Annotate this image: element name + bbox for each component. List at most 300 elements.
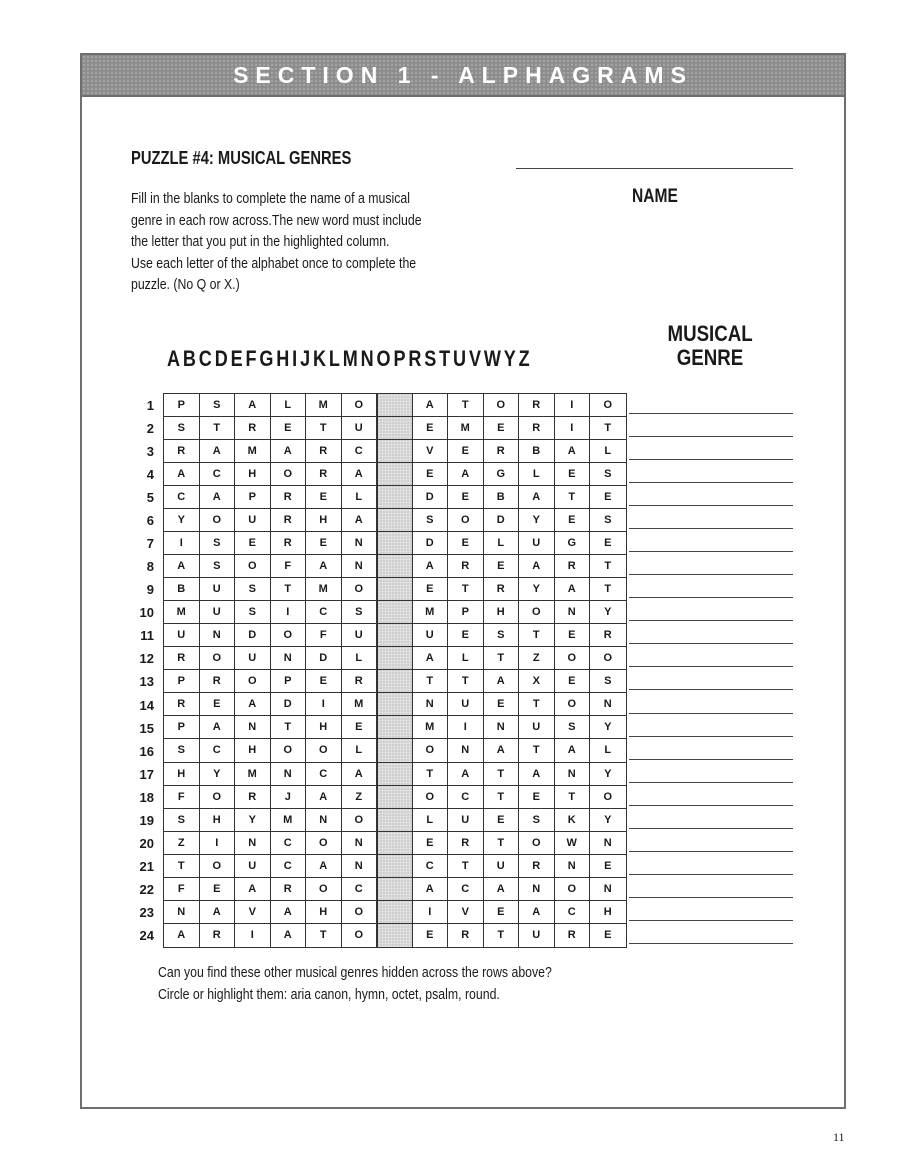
answer-line[interactable]	[629, 689, 793, 690]
grid-cell: Z	[519, 647, 555, 670]
grid-cell: I	[448, 716, 484, 739]
blank-cell[interactable]	[377, 417, 413, 440]
grid-cell: P	[164, 670, 200, 693]
row-number: 12	[139, 651, 154, 667]
grid-cell: R	[448, 555, 484, 578]
grid-cell: V	[448, 901, 484, 924]
grid-cell: S	[164, 417, 200, 440]
blank-cell[interactable]	[377, 763, 413, 786]
grid-cell: I	[164, 532, 200, 555]
grid-cell: O	[590, 394, 626, 417]
row-number: 6	[146, 513, 154, 529]
grid-cell: L	[342, 647, 378, 670]
grid-cell: S	[164, 739, 200, 762]
grid-cell: S	[200, 555, 236, 578]
grid-cell: A	[413, 647, 449, 670]
grid-cell: A	[448, 463, 484, 486]
grid-cell: Y	[590, 809, 626, 832]
grid-cell: E	[235, 532, 271, 555]
grid-cell: H	[590, 901, 626, 924]
grid-cell: B	[164, 578, 200, 601]
grid-cell: E	[448, 624, 484, 647]
genre-column-header	[668, 322, 753, 370]
grid-cell: A	[555, 440, 591, 463]
grid-cell: D	[484, 509, 520, 532]
grid-cell: U	[235, 647, 271, 670]
row-number: 19	[139, 812, 154, 828]
answer-line[interactable]	[629, 805, 793, 806]
grid-cell: T	[590, 555, 626, 578]
grid-cell: C	[555, 901, 591, 924]
grid-cell: E	[484, 809, 520, 832]
grid-cell: D	[306, 647, 342, 670]
grid-cell: S	[235, 601, 271, 624]
grid-cell: U	[519, 716, 555, 739]
grid-cell: N	[271, 763, 307, 786]
grid-cell: T	[413, 763, 449, 786]
grid-cell: E	[448, 486, 484, 509]
grid-cell: I	[200, 832, 236, 855]
grid-cell: F	[271, 555, 307, 578]
grid-cell: U	[200, 601, 236, 624]
grid-cell: H	[306, 716, 342, 739]
grid-cell: A	[484, 670, 520, 693]
grid-cell: S	[164, 809, 200, 832]
blank-cell[interactable]	[377, 624, 413, 647]
grid-cell: R	[484, 440, 520, 463]
grid-cell: S	[590, 509, 626, 532]
blank-cell[interactable]	[377, 693, 413, 716]
grid-cell: T	[271, 716, 307, 739]
grid-cell: C	[164, 486, 200, 509]
instruction-line: puzzle. (No Q or X.)	[131, 276, 240, 293]
grid-cell: T	[200, 417, 236, 440]
grid-cell: T	[590, 417, 626, 440]
grid-cell: B	[484, 486, 520, 509]
grid-cell: T	[271, 578, 307, 601]
grid-cell: T	[164, 855, 200, 878]
grid-cell: E	[200, 693, 236, 716]
grid-cell: O	[484, 394, 520, 417]
grid-cell: E	[200, 878, 236, 901]
grid-cell: R	[342, 670, 378, 693]
grid-cell: N	[200, 624, 236, 647]
grid-cell: O	[235, 555, 271, 578]
grid-cell: A	[519, 901, 555, 924]
grid-cell: A	[342, 463, 378, 486]
grid-cell: U	[519, 924, 555, 947]
grid-cell: H	[306, 509, 342, 532]
blank-cell[interactable]	[377, 578, 413, 601]
grid-cell: F	[306, 624, 342, 647]
grid-cell: Y	[164, 509, 200, 532]
grid-cell: A	[484, 878, 520, 901]
answer-line[interactable]	[629, 713, 793, 714]
grid-cell: U	[342, 417, 378, 440]
grid-cell: L	[342, 739, 378, 762]
row-number: 23	[139, 904, 154, 920]
grid-cell: M	[235, 440, 271, 463]
row-number: 15	[139, 720, 154, 736]
grid-cell: F	[164, 878, 200, 901]
grid-cell: C	[342, 878, 378, 901]
grid-cell: I	[271, 601, 307, 624]
grid-cell: A	[235, 394, 271, 417]
section-title: SECTION 1 - ALPHAGRAMS	[233, 61, 693, 88]
answer-line[interactable]	[629, 505, 793, 506]
bonus-line: Circle or highlight them: aria canon, hymn, octet, psalm, round.	[158, 986, 500, 1003]
blank-cell[interactable]	[377, 809, 413, 832]
grid-cell: B	[519, 440, 555, 463]
grid-cell: E	[413, 463, 449, 486]
grid-cell: E	[484, 417, 520, 440]
grid-cell: A	[413, 555, 449, 578]
grid-cell: T	[519, 739, 555, 762]
grid-cell: C	[448, 786, 484, 809]
grid-cell: N	[342, 855, 378, 878]
grid-cell: N	[555, 601, 591, 624]
row-number: 17	[139, 766, 154, 782]
grid-cell: L	[519, 463, 555, 486]
grid-cell: A	[200, 486, 236, 509]
grid-cell: R	[306, 463, 342, 486]
grid-cell: J	[271, 786, 307, 809]
row-number: 8	[146, 559, 154, 575]
grid-cell: I	[555, 417, 591, 440]
grid-cell: E	[555, 463, 591, 486]
row-number: 21	[139, 858, 154, 874]
row-number: 10	[139, 605, 154, 621]
grid-cell: S	[200, 532, 236, 555]
grid-cell: T	[484, 647, 520, 670]
grid-cell: A	[555, 739, 591, 762]
grid-cell: A	[306, 555, 342, 578]
grid-cell: T	[555, 786, 591, 809]
grid-cell: O	[519, 601, 555, 624]
grid-cell: Y	[235, 809, 271, 832]
grid-cell: N	[413, 693, 449, 716]
grid-cell: T	[484, 786, 520, 809]
grid-cell: G	[484, 463, 520, 486]
blank-cell[interactable]	[377, 532, 413, 555]
grid-cell: E	[555, 624, 591, 647]
answer-line[interactable]	[629, 666, 793, 667]
grid-cell: F	[164, 786, 200, 809]
blank-cell[interactable]	[377, 786, 413, 809]
grid-cell: R	[271, 532, 307, 555]
grid-cell: L	[448, 647, 484, 670]
grid-cell: N	[235, 716, 271, 739]
grid-cell: L	[484, 532, 520, 555]
grid-cell: O	[271, 463, 307, 486]
grid-cell: Y	[519, 509, 555, 532]
grid-cell: M	[342, 693, 378, 716]
grid-cell: N	[342, 832, 378, 855]
grid-cell: E	[342, 716, 378, 739]
grid-cell: A	[164, 924, 200, 947]
grid-cell: A	[235, 693, 271, 716]
blank-cell[interactable]	[377, 394, 413, 417]
grid-cell: A	[164, 463, 200, 486]
grid-cell: O	[342, 578, 378, 601]
blank-cell[interactable]	[377, 832, 413, 855]
grid-cell: G	[555, 532, 591, 555]
grid-cell: R	[555, 555, 591, 578]
grid-cell: X	[519, 670, 555, 693]
row-number: 18	[139, 789, 154, 805]
blank-cell[interactable]	[377, 601, 413, 624]
grid-cell: T	[484, 832, 520, 855]
grid-cell: E	[413, 832, 449, 855]
answer-line[interactable]	[629, 943, 793, 944]
grid-cell: O	[555, 878, 591, 901]
grid-cell: N	[235, 832, 271, 855]
grid-cell: N	[519, 878, 555, 901]
answer-line[interactable]	[629, 597, 793, 598]
blank-cell[interactable]	[377, 486, 413, 509]
grid-cell: M	[413, 601, 449, 624]
row-number: 22	[139, 881, 154, 897]
grid-cell: O	[271, 739, 307, 762]
grid-cell: A	[519, 555, 555, 578]
grid-cell: M	[306, 394, 342, 417]
grid-cell: A	[519, 763, 555, 786]
grid-cell: E	[555, 670, 591, 693]
answer-line[interactable]	[629, 759, 793, 760]
blank-cell[interactable]	[377, 647, 413, 670]
grid-cell: O	[342, 394, 378, 417]
grid-cell: A	[271, 440, 307, 463]
grid-cell: H	[235, 463, 271, 486]
grid-cell: R	[164, 647, 200, 670]
blank-cell[interactable]	[377, 739, 413, 762]
grid-cell: O	[306, 878, 342, 901]
grid-cell: A	[448, 763, 484, 786]
grid-cell: O	[271, 624, 307, 647]
answer-line[interactable]	[629, 459, 793, 460]
grid-cell: N	[342, 555, 378, 578]
grid-cell: E	[555, 509, 591, 532]
letter-bank: ABCDEFGHIJKLMNOPRSTUVWYZ	[167, 346, 533, 371]
grid-cell: H	[306, 901, 342, 924]
instruction-line: Use each letter of the alphabet once to complete the	[131, 254, 417, 272]
section-banner	[82, 55, 844, 97]
grid-cell: A	[413, 394, 449, 417]
grid-cell: N	[484, 716, 520, 739]
grid-cell: O	[200, 786, 236, 809]
grid-cell: R	[448, 924, 484, 947]
grid-cell: E	[413, 578, 449, 601]
answer-line[interactable]	[629, 528, 793, 529]
grid-cell: C	[271, 855, 307, 878]
grid-cell: Y	[200, 763, 236, 786]
grid-cell: M	[235, 763, 271, 786]
grid-cell: L	[413, 809, 449, 832]
grid-cell: T	[519, 693, 555, 716]
grid-cell: T	[448, 394, 484, 417]
grid-cell: R	[271, 486, 307, 509]
grid-cell: S	[200, 394, 236, 417]
grid-cell: M	[271, 809, 307, 832]
grid-cell: E	[448, 440, 484, 463]
grid-cell: V	[413, 440, 449, 463]
puzzle-grid	[163, 393, 627, 948]
grid-cell: O	[200, 647, 236, 670]
answer-line[interactable]	[629, 413, 793, 414]
grid-cell: U	[235, 855, 271, 878]
grid-cell: O	[306, 739, 342, 762]
row-number: 14	[139, 697, 154, 713]
answer-line[interactable]	[629, 874, 793, 875]
grid-cell: R	[164, 440, 200, 463]
answer-line[interactable]	[629, 851, 793, 852]
blank-cell[interactable]	[377, 901, 413, 924]
name-input-line[interactable]	[516, 168, 793, 169]
grid-cell: E	[271, 417, 307, 440]
grid-cell: M	[306, 578, 342, 601]
grid-cell: Y	[590, 763, 626, 786]
grid-cell: U	[342, 624, 378, 647]
row-number: 20	[139, 835, 154, 851]
grid-cell: M	[413, 716, 449, 739]
answer-line[interactable]	[629, 782, 793, 783]
grid-cell: S	[413, 509, 449, 532]
grid-cell: C	[200, 463, 236, 486]
grid-cell: R	[590, 624, 626, 647]
answer-line[interactable]	[629, 551, 793, 552]
row-number: 3	[146, 444, 154, 460]
grid-cell: O	[342, 924, 378, 947]
grid-cell: E	[306, 532, 342, 555]
grid-cell: Y	[590, 601, 626, 624]
grid-cell: R	[235, 417, 271, 440]
grid-cell: U	[448, 809, 484, 832]
grid-cell: A	[271, 901, 307, 924]
grid-cell: E	[306, 670, 342, 693]
grid-cell: A	[342, 763, 378, 786]
blank-cell[interactable]	[377, 509, 413, 532]
grid-cell: A	[200, 716, 236, 739]
answer-line[interactable]	[629, 897, 793, 898]
grid-cell: C	[306, 763, 342, 786]
grid-cell: H	[484, 601, 520, 624]
grid-cell: E	[306, 486, 342, 509]
grid-cell: E	[448, 532, 484, 555]
grid-cell: I	[235, 924, 271, 947]
grid-cell: S	[519, 809, 555, 832]
grid-cell: H	[164, 763, 200, 786]
grid-cell: L	[342, 486, 378, 509]
answer-line[interactable]	[629, 574, 793, 575]
grid-cell: Y	[519, 578, 555, 601]
grid-cell: A	[306, 786, 342, 809]
grid-cell: O	[342, 809, 378, 832]
instruction-line: Fill in the blanks to complete the name of a musical	[131, 190, 410, 207]
grid-cell: T	[448, 670, 484, 693]
grid-cell: S	[342, 601, 378, 624]
blank-cell[interactable]	[377, 670, 413, 693]
answer-line[interactable]	[629, 736, 793, 737]
answer-line[interactable]	[629, 482, 793, 483]
grid-cell: C	[413, 855, 449, 878]
answer-line[interactable]	[629, 828, 793, 829]
grid-cell: N	[164, 901, 200, 924]
grid-cell: I	[306, 693, 342, 716]
grid-cell: N	[555, 763, 591, 786]
grid-cell: N	[306, 809, 342, 832]
row-number: 7	[146, 536, 154, 552]
grid-cell: K	[555, 809, 591, 832]
grid-cell: P	[164, 394, 200, 417]
grid-cell: R	[519, 855, 555, 878]
grid-cell: V	[235, 901, 271, 924]
row-number: 9	[146, 582, 154, 598]
grid-cell: O	[448, 509, 484, 532]
grid-cell: O	[519, 832, 555, 855]
grid-cell: A	[484, 739, 520, 762]
grid-cell: P	[271, 670, 307, 693]
blank-cell[interactable]	[377, 555, 413, 578]
puzzle-title: PUZZLE #4: MUSICAL GENRES	[131, 148, 352, 168]
grid-cell: A	[342, 509, 378, 532]
grid-cell: L	[271, 394, 307, 417]
grid-cell: A	[235, 878, 271, 901]
grid-cell: A	[413, 878, 449, 901]
grid-cell: O	[200, 509, 236, 532]
grid-cell: O	[342, 901, 378, 924]
grid-cell: O	[413, 786, 449, 809]
row-number: 11	[140, 628, 154, 644]
bonus-line: Can you find these other musical genres hidden across the rows above?	[158, 964, 552, 981]
grid-cell: T	[448, 578, 484, 601]
grid-cell: C	[200, 739, 236, 762]
blank-cell[interactable]	[377, 463, 413, 486]
blank-cell[interactable]	[377, 924, 413, 947]
grid-cell: U	[235, 509, 271, 532]
blank-cell[interactable]	[377, 855, 413, 878]
grid-cell: R	[448, 832, 484, 855]
genre-header-line: GENRE	[676, 345, 744, 370]
answer-line[interactable]	[629, 920, 793, 921]
row-number: 2	[146, 421, 154, 437]
grid-cell: N	[342, 532, 378, 555]
grid-cell: T	[448, 855, 484, 878]
page-number: 11	[833, 1130, 845, 1144]
grid-cell: O	[235, 670, 271, 693]
grid-cell: S	[590, 670, 626, 693]
answer-line[interactable]	[629, 620, 793, 621]
grid-cell: U	[448, 693, 484, 716]
grid-cell: N	[590, 878, 626, 901]
grid-cell: U	[200, 578, 236, 601]
bonus-instructions	[158, 962, 552, 1006]
grid-cell: O	[413, 739, 449, 762]
blank-cell[interactable]	[377, 716, 413, 739]
grid-cell: I	[413, 901, 449, 924]
answer-line[interactable]	[629, 436, 793, 437]
row-number: 4	[146, 467, 154, 483]
grid-cell: E	[484, 693, 520, 716]
grid-cell: T	[306, 417, 342, 440]
answer-line[interactable]	[629, 643, 793, 644]
row-number: 24	[139, 927, 154, 943]
grid-cell: R	[306, 440, 342, 463]
grid-cell: S	[484, 624, 520, 647]
blank-cell[interactable]	[377, 878, 413, 901]
grid-cell: R	[555, 924, 591, 947]
blank-cell[interactable]	[377, 440, 413, 463]
grid-cell: O	[200, 855, 236, 878]
